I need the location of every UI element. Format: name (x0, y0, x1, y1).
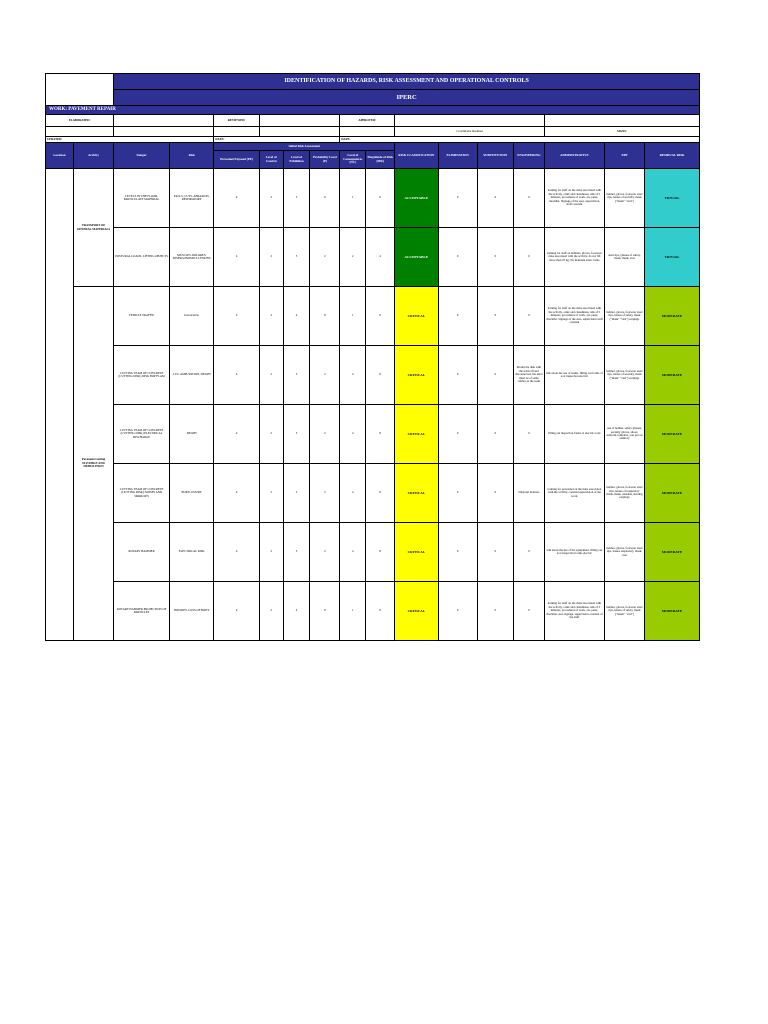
signs-label: SIGNS: (544, 127, 699, 137)
header-elimination: ELIMINATION (438, 143, 477, 169)
pe-cell: 4 (214, 228, 259, 287)
elimination-cell: 0 (438, 464, 477, 523)
header-risk-classification: RISK CLASSIFICATION (395, 143, 438, 169)
danger-cell: ROTARY HAMMER (114, 523, 170, 582)
engineering-cell: 0 (513, 287, 544, 346)
epp-cell: helmet, gloves, footwear steel tips, lenses of security, mask ("mask" "vest") (604, 169, 644, 228)
engineering-cell: 0 (513, 169, 544, 228)
mr-cell: 8 (366, 464, 395, 523)
nc-cell: 4 (340, 346, 366, 405)
elimination-cell: 0 (438, 405, 477, 464)
lc-cell: 2 (259, 582, 283, 641)
engineering-cell: 0 (513, 523, 544, 582)
epp-cell: helmet, gloves, footwear steel tips, lenses of respiratory mask, mask, reusable, hearing earplugs (604, 464, 644, 523)
le-cell: 4 (283, 287, 310, 346)
substitution-cell: 0 (477, 346, 513, 405)
p-cell: 8 (310, 582, 340, 641)
epp-cell: helmet, gloves, footwear steel tips, lenses of safety, mask ("mask" "vest") earplugs (604, 287, 644, 346)
lc-cell: 2 (259, 228, 283, 287)
engineering-cell: Disposal features (513, 464, 544, 523)
risk-cell: FALLS, CUTS, ABRASION, RESPIRATORY (169, 169, 213, 228)
lc-cell: 2 (259, 287, 283, 346)
table-row (46, 405, 700, 464)
mr-cell: 8 (366, 346, 395, 405)
p-cell: 2 (310, 405, 340, 464)
risk-classification-badge: CRITICAL (395, 464, 438, 523)
mr-cell: 8 (366, 287, 395, 346)
nc-cell: 1 (340, 582, 366, 641)
substitution-cell: 0 (477, 405, 513, 464)
epp-cell: use of helmet, safety glasses, security gloves, shoes, uniform complete, you put on auditory (604, 405, 644, 464)
administrative-cell: training for staff on helmets, gloves, footwear risks associated with the activity, do not lift more than 25 kg, No maintain static loads (544, 228, 604, 287)
epp-cell: helmet, gloves, footwear steel tips, lenses respiratory, mask, vest (604, 523, 644, 582)
residual-risk-badge: MODERATE (645, 523, 700, 582)
iperc-table (45, 73, 700, 641)
header-le: Level of Exhibition (283, 151, 310, 169)
epp-cell: helmet, gloves, footwear steel tips, lenses of security, mask ("mask" "vest") earplugs (604, 346, 644, 405)
reviewed-value (259, 115, 340, 127)
danger-cell: CUTTING TEAM OF CONCRETE (CUTTING DISK) NOISES AND SPARKLES (114, 464, 170, 523)
p-cell: 2 (310, 523, 340, 582)
engineering-cell: Mount the disk with the team off and disconnected, the discs must be of same caliber as the team (513, 346, 544, 405)
header-consequences: Level of Consequences (NC) (340, 151, 366, 169)
document-title: IDENTIFICATION OF HAZARDS, RISK ASSESSMENT AND OPERATIONAL CONTROLS (114, 74, 700, 90)
epp-cell: steel tips, glasses of safety, mask, mask, vest (604, 228, 644, 287)
table-row (46, 582, 700, 641)
activity-cell: Pavement Cutting FLEXIBLE AND DEMOLITION (73, 287, 113, 641)
risk-cell: CUT, AMPUTATION, DEATH (169, 346, 213, 405)
engineering-cell: 0 (513, 228, 544, 287)
lc-cell: 2 (259, 464, 283, 523)
lc-cell: 2 (259, 169, 283, 228)
risk-classification-badge: CRITICAL (395, 405, 438, 464)
risk-cell: DEATH (169, 405, 213, 464)
table-row (46, 346, 700, 405)
elimination-cell: 0 (438, 169, 477, 228)
administrative-cell: filling out inspection forms of electric tools (544, 405, 604, 464)
pe-cell: 4 (214, 464, 259, 523)
residual-risk-badge: MODERATE (645, 346, 700, 405)
substitution-cell: 0 (477, 582, 513, 641)
lc-cell: 2 (259, 346, 283, 405)
p-cell: 2 (310, 464, 340, 523)
mr-cell: 8 (366, 582, 395, 641)
administrative-cell: talk about the use of teams, filling out forms of tool inspection electric (544, 346, 604, 405)
mr-cell: 8 (366, 523, 395, 582)
substitution-cell: 0 (477, 464, 513, 523)
date-label-1: DATE: (214, 137, 340, 143)
mr-cell: 6 (366, 169, 395, 228)
risk-cell: Intoxication (169, 287, 213, 346)
risk-classification-badge: CRITICAL (395, 523, 438, 582)
administrative-cell: talk about the use of the equipment, filling out tool inspection forms electric (544, 523, 604, 582)
substitution-cell: 0 (477, 523, 513, 582)
header-risk: Risk (169, 143, 213, 169)
risk-classification-badge: CRITICAL (395, 346, 438, 405)
le-cell: 3 (283, 464, 310, 523)
le-cell: 3 (283, 228, 310, 287)
updated-label: UPDATED: (46, 137, 214, 143)
elaborated-sign (46, 127, 114, 137)
risk-cell: MUSCLES DOLORES, DISERGONOMICS LESIONS (169, 228, 213, 287)
date-label-2: DATE: (340, 137, 700, 143)
risk-classification-badge: ACCEPTABLE (395, 169, 438, 228)
iperc-sheet (45, 73, 700, 641)
residual-risk-badge: MODERATE (645, 287, 700, 346)
approved-sign (340, 127, 395, 137)
p-cell: 2 (310, 346, 340, 405)
le-cell: 3 (283, 169, 310, 228)
substitution-cell: 0 (477, 287, 513, 346)
le-cell: 4 (283, 582, 310, 641)
header-pe: Personnel Exposed (PE) (214, 151, 259, 169)
danger-cell: CUTTING TEAM OF CONCRETE (CUTTING DISK) DISK BOP FLAM (114, 346, 170, 405)
engineering-cell: 0 (513, 405, 544, 464)
work-title: WORK: PAVEMENT REPAIR (46, 106, 700, 115)
header-substitution: SUBSTITUTION (477, 143, 513, 169)
header-engineering: ENGINEERING (513, 143, 544, 169)
table-row (46, 228, 700, 287)
elaborated-value (114, 115, 214, 127)
residual-risk-badge: TRIVIAL (645, 169, 700, 228)
approved-value (395, 115, 545, 127)
header-danger: Danger (114, 143, 170, 169)
header-location: Location (46, 143, 74, 169)
pe-cell: 4 (214, 405, 259, 464)
elimination-cell: 0 (438, 523, 477, 582)
engineering-cell: 0 (513, 582, 544, 641)
header-residual-risk: RESIDUAL RISK (645, 143, 700, 169)
elaborated-label: ELABORATED: (46, 115, 114, 127)
risk-cell: BURN, INJURY (169, 464, 213, 523)
pe-cell: 4 (214, 346, 259, 405)
p-cell: 6 (310, 169, 340, 228)
administrative-cell: training for staff on the risks associated with the activity, order and cleanliness, talk of 5 minutes, procedures of work, ats, petar, checklist, area signage, supervision constant of the staff (544, 582, 604, 641)
elimination-cell: 0 (438, 228, 477, 287)
danger-cell: CUTTING TEAM OF CONCRETE (CUTTING DISK) ELECTRICAL DISCHARGE (114, 405, 170, 464)
nc-cell: 2 (340, 228, 366, 287)
table-row (46, 464, 700, 523)
reviewed-sign-value (259, 127, 340, 137)
logo-cell (46, 74, 114, 106)
reviewed-label: REVIEWED: (214, 115, 259, 127)
activity-cell: TRANSPORT OF GENERAL MATERIALS (73, 169, 113, 287)
le-cell: 3 (283, 523, 310, 582)
pe-cell: 4 (214, 582, 259, 641)
nc-cell: 1 (340, 169, 366, 228)
nc-cell: 4 (340, 405, 366, 464)
residual-risk-badge: TRIVIAL (645, 228, 700, 287)
risk-cell: INJURIES, LOSS OF BODY (169, 582, 213, 641)
danger-cell: VEHICLE TRAFFIC (114, 287, 170, 346)
p-cell: 2 (310, 228, 340, 287)
mr-cell: 8 (366, 405, 395, 464)
approved-name: Coordinador Residual (395, 127, 545, 137)
elimination-cell: 0 (438, 346, 477, 405)
elimination-cell: 0 (438, 287, 477, 346)
header-probability: Probability Level (P) (310, 151, 340, 169)
header-epp: EPP (604, 143, 644, 169)
danger-cell: ROTARY HAMMER PROJECTION OF PARTICLES (114, 582, 170, 641)
header-administrative: ADMINISTRATIVE (544, 143, 604, 169)
danger-cell: POSTURAL LOADS, LIFTING OBJECTS (114, 228, 170, 287)
le-cell: 3 (283, 346, 310, 405)
danger-cell: LEVELS IN THE FLOOR, PARTICULATE MATERIAL (114, 169, 170, 228)
elaborated-sign-value (114, 127, 214, 137)
epp-cell: helmet, gloves, footwear steel tips, lenses of safety, mask ("mask" "vest") (604, 582, 644, 641)
table-row (46, 287, 700, 346)
mr-cell: 4 (366, 228, 395, 287)
header-initial-assessment: Initial Risk Assessment (214, 143, 395, 151)
approved-label: APPROVED: (340, 115, 395, 127)
pe-cell: 4 (214, 523, 259, 582)
nc-cell: 1 (340, 287, 366, 346)
header-lc: Level of Control (259, 151, 283, 169)
p-cell: 8 (310, 287, 340, 346)
pe-cell: 4 (214, 287, 259, 346)
signs-cell (544, 115, 699, 127)
document-subtitle: IPERC (114, 90, 700, 106)
lc-cell: 2 (259, 523, 283, 582)
residual-risk-badge: MODERATE (645, 405, 700, 464)
risk-classification-badge: ACCEPTABLE (395, 228, 438, 287)
le-cell: 3 (283, 405, 310, 464)
administrative-cell: training for staff on the risks associated with the activity, order and cleanliness, talk of 5 minutes, procedures of work, ats, petar, checklist. Signage of the area, supervision, staff constant (544, 169, 604, 228)
risk-classification-badge: CRITICAL (395, 287, 438, 346)
administrative-cell: training for staff on the risks associated with the activity, order and cleanliness, talk of 5 minutes, procedures of work, ats, petar, checklist. Signage of the area, supervision staff constant (544, 287, 604, 346)
nc-cell: 4 (340, 464, 366, 523)
table-row (46, 169, 700, 228)
substitution-cell: 0 (477, 169, 513, 228)
elimination-cell: 0 (438, 582, 477, 641)
risk-classification-badge: CRITICAL (395, 582, 438, 641)
location-cell (46, 169, 74, 641)
residual-risk-badge: MODERATE (645, 464, 700, 523)
pe-cell: 4 (214, 169, 259, 228)
lc-cell: 2 (259, 405, 283, 464)
risk-cell: ELECTRICAL RISK (169, 523, 213, 582)
table-row (46, 523, 700, 582)
header-activity: Activity (73, 143, 113, 169)
reviewed-sign (214, 127, 259, 137)
administrative-cell: training for personnel on the risks associated with the activity, constant supervision of the work (544, 464, 604, 523)
header-magnitude: Magnitude of Risk (MR) (366, 151, 395, 169)
nc-cell: 4 (340, 523, 366, 582)
residual-risk-badge: MODERATE (645, 582, 700, 641)
substitution-cell: 0 (477, 228, 513, 287)
